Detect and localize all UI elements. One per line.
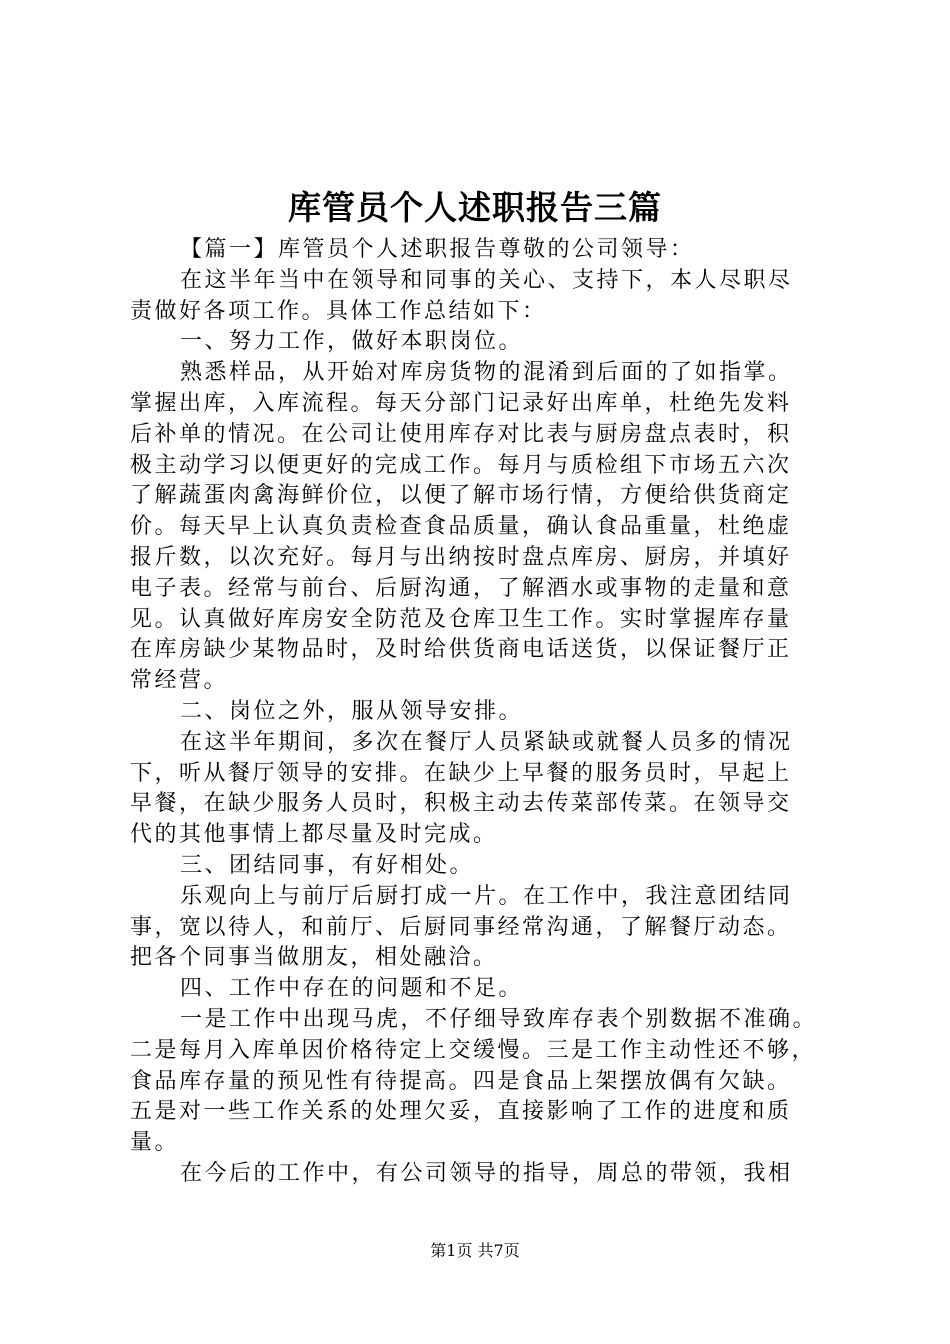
section-heading: 四、工作中存在的问题和不足。 (180, 976, 524, 1002)
body-line: 后补单的情况。在公司让使用库存对比表与厨房盘点表时，积 (130, 421, 792, 447)
body-line: 五是对一些工作关系的处理欠妥，直接影响了工作的进度和质 (130, 1099, 792, 1125)
section-heading: 一、努力工作，做好本职岗位。 (180, 329, 524, 355)
body-line: 早餐，在缺少服务人员时，积极主动去传菜部传菜。在领导交 (130, 791, 792, 817)
body-line: 【篇一】库管员个人述职报告尊敬的公司领导： (180, 237, 695, 262)
body-line: 一是工作中出现马虎，不仔细导致库存表个别数据不准确。 (180, 1006, 818, 1032)
body-line: 代的其他事情上都尽量及时完成。 (130, 822, 498, 848)
body-line: 在这半年当中在领导和同事的关心、支持下，本人尽职尽 (180, 267, 793, 293)
document-body (130, 235, 850, 1190)
body-line: 报斤数，以次充好。每月与出纳按时盘点库房、厨房，并填好 (130, 544, 792, 570)
body-line: 见。认真做好库房安全防范及仓库卫生工作。实时掌握库存量 (130, 606, 792, 632)
body-line: 二是每月入库单因价格待定上交缓慢。三是工作主动性还不够， (130, 1037, 817, 1063)
body-line: 价。每天早上认真负责检查食品质量，确认食品重量，杜绝虚 (130, 514, 792, 540)
body-line: 量。 (130, 1130, 180, 1156)
body-line: 下，听从餐厅领导的安排。在缺少上早餐的服务员时，早起上 (130, 760, 792, 786)
section-heading: 三、团结同事，有好相处。 (180, 852, 475, 878)
page-footer: 第1页 共7页 (430, 1241, 520, 1260)
document-title: 库管员个人述职报告三篇 (288, 188, 662, 227)
section-heading: 二、岗位之外，服从领导安排。 (180, 698, 524, 724)
body-line: 乐观向上与前厅后厨打成一片。在工作中，我注意团结同 (180, 883, 793, 909)
body-line: 食品库存量的预见性有待提高。四是食品上架摆放偶有欠缺。 (130, 1068, 792, 1094)
body-line: 把各个同事当做朋友，相处融洽。 (130, 945, 498, 971)
body-line: 责做好各项工作。具体工作总结如下： (130, 298, 547, 324)
body-line: 电子表。经常与前台、后厨沟通，了解酒水或事物的走量和意 (130, 575, 792, 601)
body-line: 在这半年期间，多次在餐厅人员紧缺或就餐人员多的情况 (180, 729, 793, 755)
body-line: 常经营。 (130, 668, 229, 694)
body-line: 在今后的工作中，有公司领导的指导，周总的带领，我相 (180, 1160, 793, 1186)
body-line: 了解蔬蛋肉禽海鲜价位，以便了解市场行情，方便给供货商定 (130, 483, 792, 509)
body-line: 极主动学习以便更好的完成工作。每月与质检组下市场五六次 (130, 452, 792, 478)
body-line: 在库房缺少某物品时，及时给供货商电话送货，以保证餐厅正 (130, 637, 792, 663)
body-line: 事，宽以待人，和前厅、后厨同事经常沟通，了解餐厅动态。 (130, 914, 792, 940)
body-line: 掌握出库，入库流程。每天分部门记录好出库单，杜绝先发料 (130, 390, 792, 416)
body-line: 熟悉样品，从开始对库房货物的混淆到后面的了如指掌。 (180, 360, 793, 386)
